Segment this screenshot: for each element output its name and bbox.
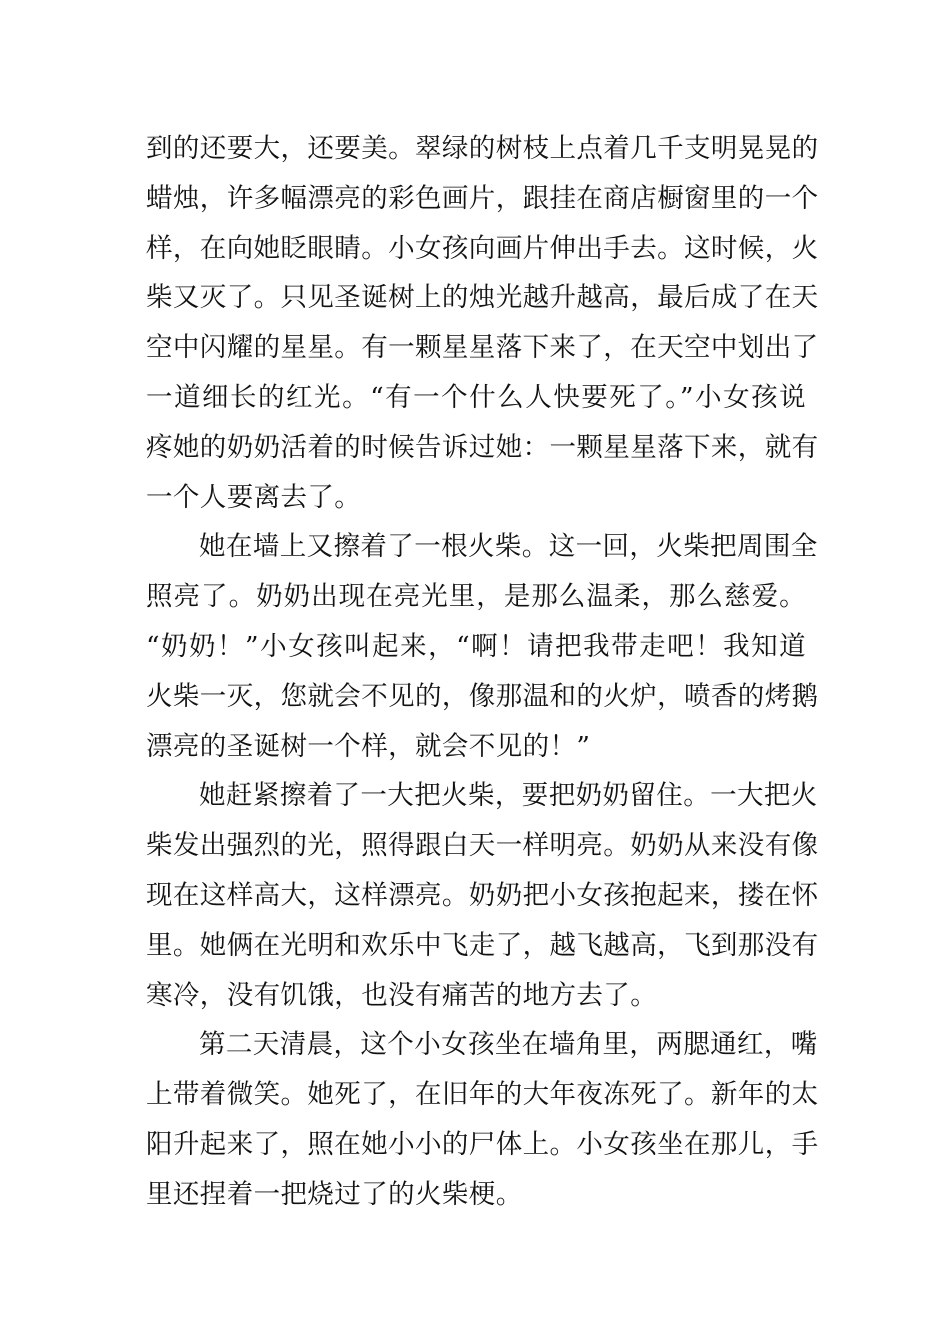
text-line: 她赶紧擦着了一大把火柴，要把奶奶留住。一大把火 (199, 780, 818, 812)
paragraph-4 (146, 1020, 819, 1219)
body-text (146, 124, 819, 1220)
paragraph-2 (146, 522, 819, 771)
text-line: 寒冷，没有饥饿，也没有痛苦的地方去了。 (146, 979, 658, 1011)
text-line: 一个人要离去了。 (146, 481, 362, 513)
text-line: 里还捏着一把烧过了的火柴梗。 (146, 1178, 523, 1210)
text-line: 里。她俩在光明和欢乐中飞走了，越飞越高，飞到那没有 (146, 929, 819, 961)
text-line: 漂亮的圣诞树一个样，就会不见的！” (146, 730, 591, 762)
text-line: 到的还要大，还要美。翠绿的树枝上点着几千支明晃晃的 (146, 133, 819, 164)
text-line: 上带着微笑。她死了，在旧年的大年夜冻死了。新年的太 (146, 1079, 819, 1111)
text-line: 火柴一灭，您就会不见的，像那温和的火炉，喷香的烤鹅 (146, 680, 819, 712)
text-line: “奶奶！”小女孩叫起来，“啊！请把我带走吧！我知道 (146, 630, 806, 662)
text-line: 第二天清晨，这个小女孩坐在墙角里，两腮通红，嘴 (199, 1029, 818, 1061)
paragraph-3 (146, 771, 819, 1020)
text-line: 现在这样高大，这样漂亮。奶奶把小女孩抱起来，搂在怀 (146, 879, 819, 911)
text-line: 样，在向她眨眼睛。小女孩向画片伸出手去。这时候，火 (146, 232, 819, 264)
text-line: 一道细长的红光。“有一个什么人快要死了。”小女孩说 (146, 381, 806, 413)
text-line: 照亮了。奶奶出现在亮光里，是那么温柔，那么慈爱。 (146, 581, 806, 613)
text-line: 空中闪耀的星星。有一颗星星落下来了，在天空中划出了 (146, 332, 819, 364)
text-line: 蜡烛，许多幅漂亮的彩色画片，跟挂在商店橱窗里的一个 (146, 182, 819, 214)
paragraph-1 (146, 124, 819, 522)
text-line: 柴发出强烈的光，照得跟白天一样明亮。奶奶从来没有像 (146, 830, 819, 862)
text-line: 柴又灭了。只见圣诞树上的烛光越升越高，最后成了在天 (146, 282, 819, 314)
text-line: 她在墙上又擦着了一根火柴。这一回，火柴把周围全 (199, 531, 818, 563)
text-line: 疼她的奶奶活着的时候告诉过她：一颗星星落下来，就有 (146, 431, 819, 463)
text-line: 阳升起来了，照在她小小的尸体上。小女孩坐在那儿，手 (146, 1128, 819, 1160)
